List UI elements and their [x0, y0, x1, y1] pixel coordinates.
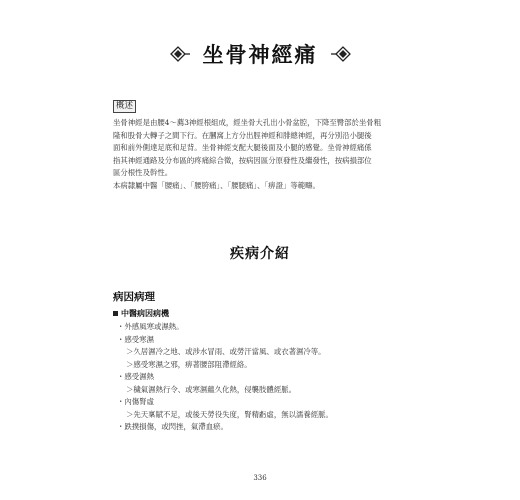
ornament-right-icon: [330, 43, 352, 65]
list-item: ・感受濕熱: [117, 372, 154, 381]
list-subitem: ＞穢氣濕熱行令、或寒濕蘊久化熱，侵襲肢體經脈。: [126, 384, 296, 394]
overview-line: 面和前外側達足底和足背。坐骨神經支配大腿後面及小腿的感覺。坐骨神經痛係: [113, 143, 372, 153]
list-subitem: ＞感受寒濕之邪，痹著腰部阻滯經絡。: [126, 359, 252, 369]
list-item: ・內傷腎虛: [117, 397, 154, 406]
overview-line: 本病隸屬中醫「腰痛」、「腰胯痛」、「腰腿痛」、「痹證」等範疇。: [113, 180, 320, 190]
overview-line: 坐骨神經是由腰4～薦3神經根組成，經坐骨大孔出小骨盆腔，下降至臀部於坐骨粗: [113, 118, 382, 127]
list-item: ・感受寒濕: [117, 334, 154, 344]
list-item: ・跌撲損傷，或閃挫，氣滯血瘀。: [117, 422, 228, 431]
ornament-left-icon: [169, 43, 191, 65]
subsubsection-title: 中醫病因病機: [121, 309, 169, 318]
overview-line: 指其神經通路及分布區的疼痛綜合徵，按病因區分原發性及繼發性，按病損部位: [113, 155, 372, 165]
overview-line: 隆和股骨大轉子之間下行。在膕窩上方分出脛神經和腓總神經，再分別沿小腿後: [113, 130, 372, 140]
list-item: ・外感風寒或濕熱。: [117, 322, 184, 331]
chapter-title-block: [0, 40, 520, 68]
subsection-title: 病因病理: [113, 291, 155, 303]
section-title: 疾病介紹: [230, 246, 290, 262]
list-subitem: ＞久居濕冷之地、或涉水冒雨、或勞汗當風、或衣著濕冷等。: [126, 347, 326, 356]
chapter-title: 坐骨神經痛: [202, 43, 318, 67]
page-number: 336: [253, 474, 267, 482]
square-bullet-icon: [113, 311, 118, 316]
overview-line: 區分根性及幹性。: [113, 168, 173, 178]
overview-tag: 概述: [113, 100, 136, 113]
list-subitem: ＞先天稟賦不足，或後天勞役失度，腎精虧虛，無以濡養經脈。: [126, 409, 333, 419]
overview-paragraph: [113, 117, 413, 193]
etiology-list: [113, 321, 433, 434]
subsubsection-heading: [113, 308, 169, 319]
